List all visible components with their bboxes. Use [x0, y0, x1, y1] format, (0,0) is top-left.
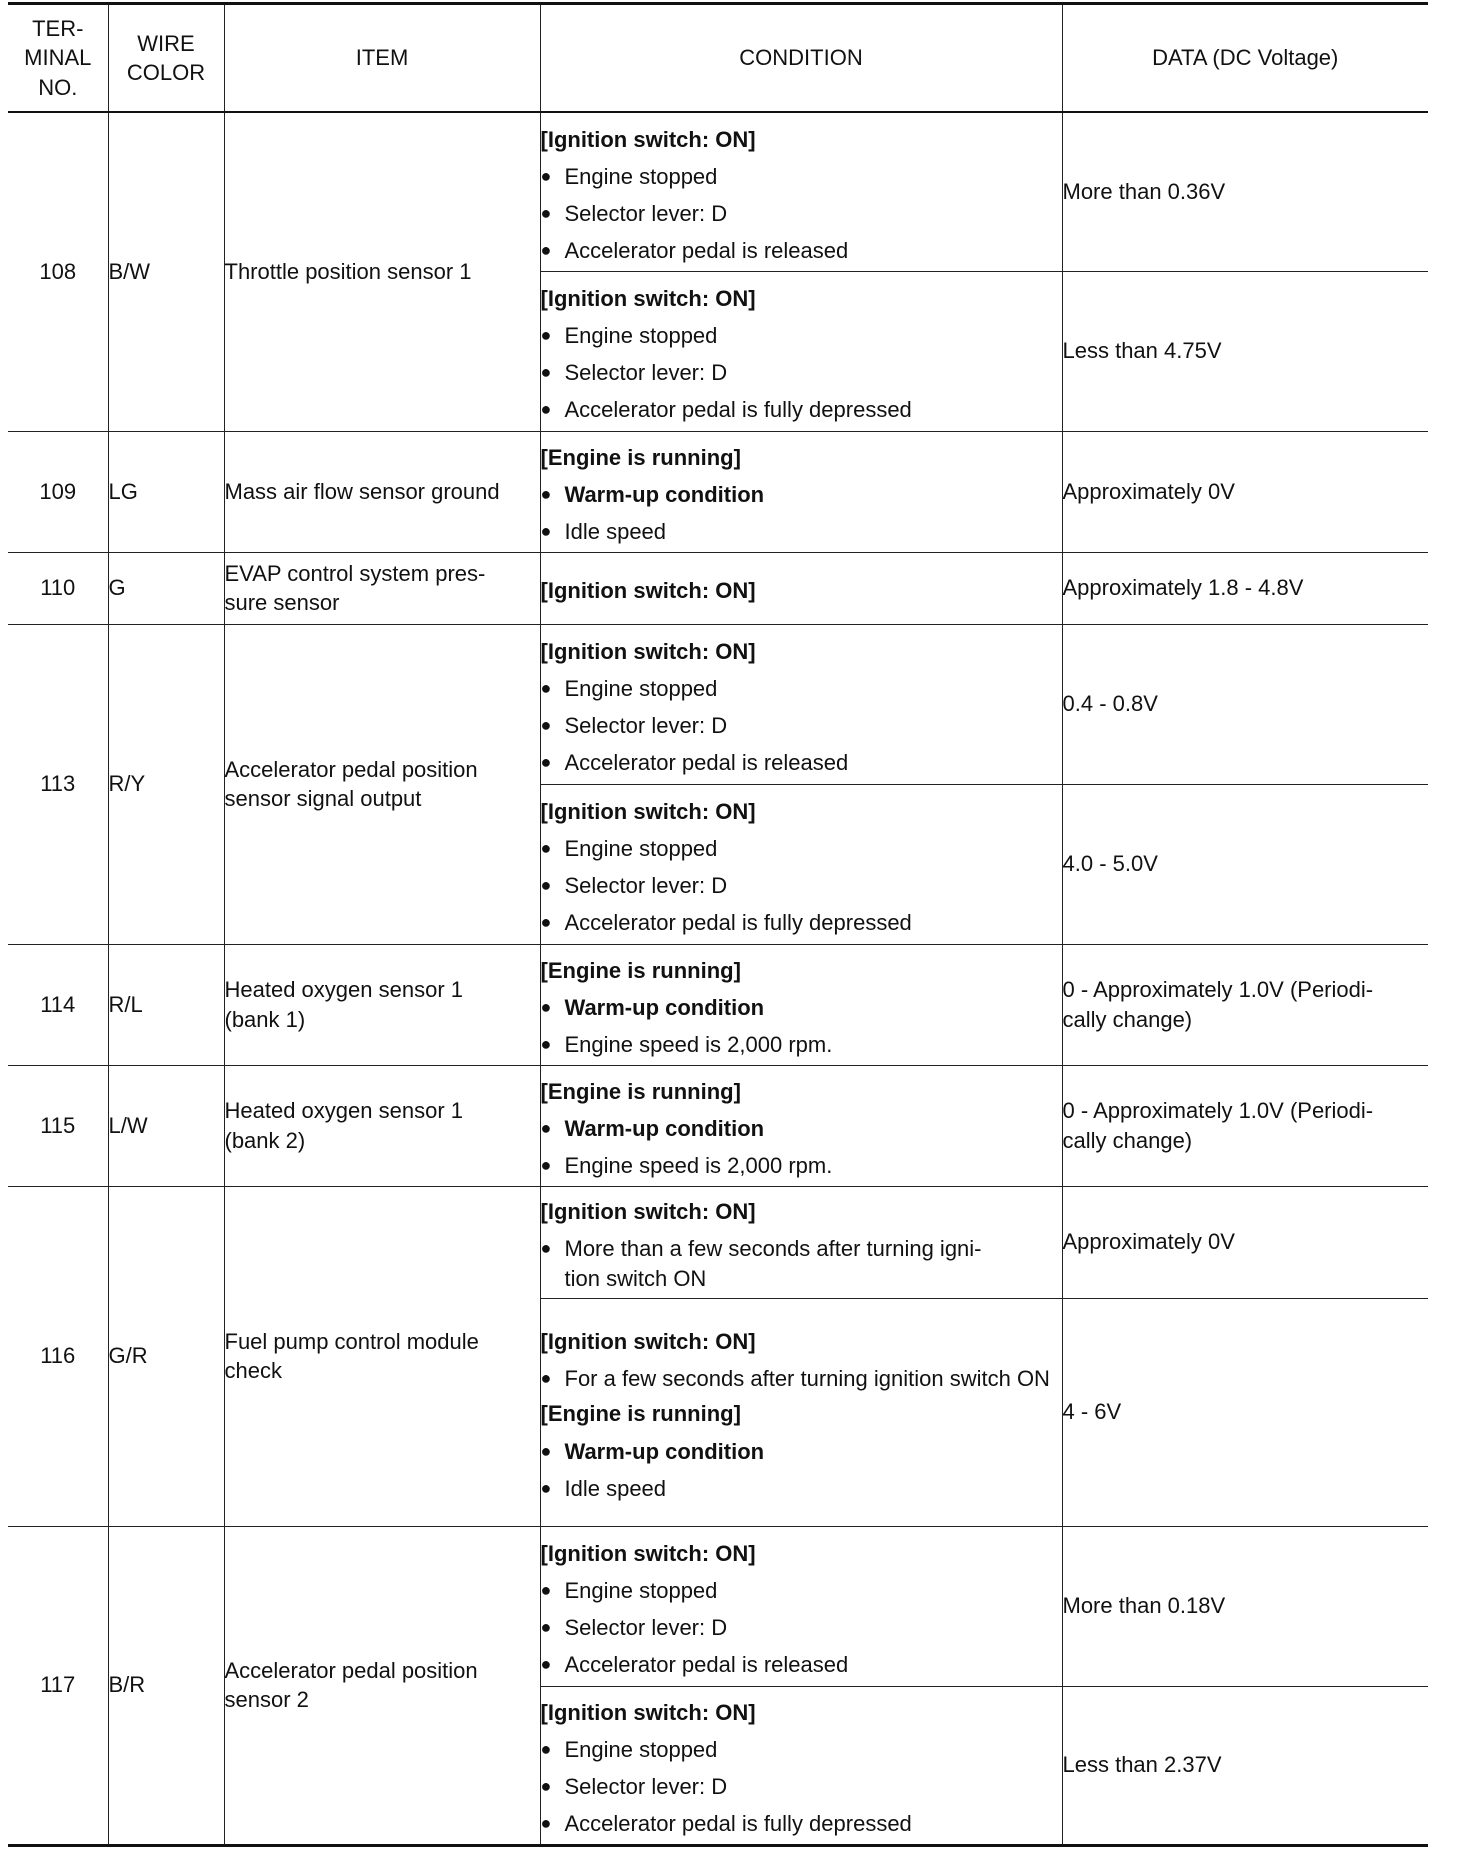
bullet-icon: ● [540, 1738, 552, 1759]
condition-bullet-item [541, 1234, 1062, 1292]
header-row [8, 4, 1428, 113]
terminal-cell [8, 552, 108, 624]
voltage-data-cell [1062, 552, 1428, 624]
condition-text: Selector lever: D [564, 200, 728, 226]
bullet-icon: ● [540, 837, 552, 858]
bullet-icon: ● [540, 1034, 552, 1055]
voltage-data-text: More than 0.18V [1062, 1593, 1226, 1619]
condition-text: Selector lever: D [564, 713, 728, 738]
condition-heading: [Ignition switch: ON] [540, 1329, 756, 1355]
voltage-data-cell [1062, 624, 1428, 784]
condition-text: Idle speed [564, 1475, 667, 1501]
voltage-data-cell [1062, 1526, 1428, 1686]
wire-color-cell-text: G [108, 575, 126, 601]
wire-color-cell [108, 552, 224, 624]
voltage-data-text: 0 - Approximately 1.0V (Periodi- cally change) [1062, 977, 1374, 1032]
condition-bullet-item [541, 1650, 1062, 1679]
bullet-icon: ● [540, 1579, 552, 1600]
table-row [8, 624, 1428, 784]
terminal-cell [8, 1186, 108, 1526]
terminal-data-table [8, 2, 1428, 1847]
condition-bullet-item [541, 1576, 1062, 1605]
condition-text: Engine speed is 2,000 rpm. [564, 1153, 833, 1179]
bullet-icon: ● [540, 1654, 552, 1675]
condition-heading: [Ignition switch: ON] [540, 638, 756, 664]
wire-color-cell-text: R/Y [108, 771, 146, 797]
header-wire-color [108, 4, 224, 113]
item-cell [224, 431, 540, 552]
condition-bullet-item [541, 748, 1062, 777]
terminal-cell [8, 944, 108, 1065]
voltage-data-text: Approximately 0V [1062, 1229, 1235, 1255]
condition-cell [540, 431, 1062, 552]
header-condition-label: CONDITION [739, 45, 863, 71]
voltage-data-text: 0 - Approximately 1.0V (Periodi- cally change) [1062, 1098, 1374, 1153]
table-row [8, 552, 1428, 624]
voltage-data-cell [1062, 431, 1428, 552]
table-row [8, 1526, 1428, 1686]
condition-bullet-item [541, 358, 1062, 387]
condition-text: Accelerator pedal is released [564, 750, 849, 776]
condition-heading: [Ignition switch: ON] [540, 1699, 756, 1725]
condition-bullet-item [541, 1613, 1062, 1642]
voltage-data-text: More than 0.36V [1062, 179, 1226, 205]
condition-text: Selector lever: D [564, 360, 728, 385]
terminal-cell-text: 114 [40, 991, 76, 1017]
wire-color-cell-text: B/R [108, 1672, 146, 1698]
terminal-cell [8, 624, 108, 944]
terminal-cell-text: 109 [39, 478, 77, 504]
bullet-icon: ● [540, 202, 552, 223]
condition-text: Warm-up condition [564, 1115, 765, 1141]
condition-text: Accelerator pedal is fully depressed [564, 910, 912, 936]
condition-heading: [Ignition switch: ON] [540, 1540, 756, 1566]
condition-bullet-item [541, 395, 1062, 424]
condition-bullet-item [541, 908, 1062, 937]
condition-bullet-item [541, 236, 1062, 265]
condition-text: Engine stopped [564, 1577, 718, 1603]
header-item-label: ITEM [355, 45, 409, 71]
condition-bullet-item [541, 1772, 1062, 1801]
item-cell-text: Accelerator pedal position sensor signal output [224, 756, 478, 811]
wire-color-cell-text: LG [108, 478, 138, 504]
condition-text: Accelerator pedal is released [564, 1652, 849, 1678]
voltage-data-cell [1062, 271, 1428, 431]
wire-color-cell [108, 1526, 224, 1845]
condition-bullet-item [541, 162, 1062, 191]
condition-heading: [Engine is running] [540, 1401, 741, 1427]
condition-bullet-item [541, 993, 1062, 1022]
terminal-cell [8, 112, 108, 431]
voltage-data-cell [1062, 1186, 1428, 1298]
condition-text: Engine stopped [564, 1736, 718, 1762]
wire-color-cell [108, 112, 224, 431]
wire-color-cell [108, 1065, 224, 1186]
condition-text: For a few seconds after turning ignition switch ON [564, 1366, 1050, 1392]
item-cell-text: EVAP control system pres- sure sensor [224, 560, 486, 615]
header-condition [540, 4, 1062, 113]
bullet-icon: ● [540, 1813, 552, 1834]
bullet-icon: ● [540, 521, 552, 542]
condition-cell [540, 1686, 1062, 1845]
voltage-data-cell [1062, 944, 1428, 1065]
condition-text: Warm-up condition [564, 481, 765, 507]
terminal-cell-text: 117 [40, 1672, 76, 1698]
condition-heading: [Ignition switch: ON] [540, 798, 756, 824]
item-cell [224, 552, 540, 624]
wire-color-cell-text: B/W [108, 259, 151, 285]
terminal-cell-text: 110 [40, 575, 76, 601]
condition-text: Engine stopped [564, 322, 718, 348]
condition-cell [540, 1526, 1062, 1686]
condition-heading: [Engine is running] [540, 957, 741, 983]
condition-bullet-item [541, 1437, 1062, 1466]
condition-heading: [Engine is running] [540, 1078, 741, 1104]
header-data [1062, 4, 1428, 113]
voltage-data-text: Less than 2.37V [1062, 1752, 1222, 1778]
condition-heading: [Ignition switch: ON] [540, 578, 756, 604]
bullet-icon: ● [540, 715, 552, 735]
condition-cell [540, 944, 1062, 1065]
item-cell-text: Heated oxygen sensor 1 (bank 2) [224, 1098, 463, 1153]
wire-color-cell [108, 944, 224, 1065]
header-data-label: DATA (DC Voltage) [1152, 45, 1339, 71]
condition-cell [540, 784, 1062, 944]
bullet-icon: ● [540, 165, 552, 186]
wire-color-cell [108, 431, 224, 552]
condition-text: More than a few seconds after turning igni- tion switch ON [564, 1236, 982, 1291]
condition-bullet-item [541, 321, 1062, 350]
condition-bullet-item [541, 1735, 1062, 1764]
item-cell [224, 1065, 540, 1186]
header-wire-color-label: WIRE COLOR [126, 30, 206, 85]
terminal-cell [8, 1526, 108, 1845]
bullet-icon: ● [540, 1238, 552, 1259]
condition-heading: [Ignition switch: ON] [540, 1199, 756, 1225]
table-row [8, 1186, 1428, 1298]
item-cell [224, 112, 540, 431]
bullet-icon: ● [540, 399, 552, 420]
item-cell-text: Heated oxygen sensor 1 (bank 1) [224, 977, 463, 1032]
voltage-data-text: 4 - 6V [1062, 1399, 1122, 1425]
condition-cell [540, 552, 1062, 624]
condition-cell [540, 1298, 1062, 1526]
condition-heading: [Ignition switch: ON] [540, 285, 756, 311]
bullet-icon: ● [540, 483, 552, 504]
wire-color-cell [108, 1186, 224, 1526]
header-item [224, 4, 540, 113]
wire-color-cell [108, 624, 224, 944]
condition-bullet-item [541, 1364, 1062, 1393]
condition-cell [540, 624, 1062, 784]
condition-text: Engine stopped [564, 163, 718, 189]
condition-cell [540, 1065, 1062, 1186]
condition-text: Accelerator pedal is released [564, 237, 849, 263]
voltage-data-text: 4.0 - 5.0V [1062, 851, 1158, 877]
bullet-icon: ● [540, 996, 552, 1017]
terminal-cell [8, 431, 108, 552]
bullet-icon: ● [540, 1617, 552, 1637]
condition-heading: [Engine is running] [540, 444, 741, 470]
bullet-icon: ● [540, 324, 552, 345]
voltage-data-text: 0.4 - 0.8V [1062, 691, 1158, 717]
table-body [8, 112, 1428, 1845]
item-cell [224, 1526, 540, 1845]
condition-heading: [Ignition switch: ON] [540, 126, 756, 152]
bullet-icon: ● [540, 239, 552, 260]
voltage-data-cell [1062, 1686, 1428, 1845]
condition-text: Selector lever: D [564, 1774, 728, 1799]
voltage-data-cell [1062, 1065, 1428, 1186]
condition-bullet-item [541, 480, 1062, 509]
condition-text: Engine stopped [564, 675, 718, 701]
item-cell [224, 944, 540, 1065]
voltage-data-cell [1062, 1298, 1428, 1526]
table-row [8, 944, 1428, 1065]
condition-cell [540, 271, 1062, 431]
condition-bullet-item [541, 1114, 1062, 1143]
voltage-data-text: Approximately 1.8 - 4.8V [1062, 575, 1304, 601]
bullet-icon: ● [540, 677, 552, 698]
item-cell-text: Fuel pump control module check [224, 1328, 479, 1383]
bullet-icon: ● [540, 1776, 552, 1796]
condition-bullet-item [541, 1809, 1062, 1838]
condition-bullet-item [541, 871, 1062, 900]
condition-cell [540, 1186, 1062, 1298]
header-terminal [8, 4, 108, 113]
condition-bullet-item [541, 834, 1062, 863]
bullet-icon: ● [540, 1368, 552, 1389]
item-cell-text: Mass air flow sensor ground [224, 478, 500, 504]
table-row [8, 1065, 1428, 1186]
condition-cell [540, 112, 1062, 271]
bullet-icon: ● [540, 1117, 552, 1138]
wire-color-cell-text: G/R [108, 1343, 148, 1369]
item-cell-text: Accelerator pedal position sensor 2 [224, 1657, 478, 1712]
bullet-icon: ● [540, 1477, 552, 1498]
condition-text: Warm-up condition [564, 1438, 765, 1464]
bullet-icon: ● [540, 1440, 552, 1461]
condition-text: Selector lever: D [564, 1615, 728, 1640]
voltage-data-cell [1062, 784, 1428, 944]
item-cell [224, 624, 540, 944]
item-cell-text: Throttle position sensor 1 [224, 259, 472, 285]
terminal-cell-text: 116 [40, 1343, 76, 1369]
wire-color-cell-text: R/L [108, 991, 143, 1017]
terminal-cell-text: 115 [40, 1112, 76, 1138]
condition-bullet-item [541, 711, 1062, 740]
condition-text: Idle speed [564, 519, 667, 545]
terminal-cell-text: 108 [39, 259, 77, 285]
wire-color-cell-text: L/W [108, 1112, 148, 1138]
table-row [8, 431, 1428, 552]
condition-bullet-item [541, 674, 1062, 703]
condition-text: Engine stopped [564, 835, 718, 861]
condition-bullet-item [541, 1030, 1062, 1059]
bullet-icon: ● [540, 362, 552, 382]
condition-text: Accelerator pedal is fully depressed [564, 1811, 912, 1837]
voltage-data-cell [1062, 112, 1428, 271]
table-row [8, 112, 1428, 271]
condition-text: Selector lever: D [564, 873, 728, 898]
bullet-icon: ● [540, 1155, 552, 1176]
condition-bullet-item [541, 517, 1062, 546]
bullet-icon: ● [540, 912, 552, 933]
condition-bullet-item [541, 199, 1062, 228]
voltage-data-text: Approximately 0V [1062, 478, 1235, 504]
terminal-cell [8, 1065, 108, 1186]
bullet-icon: ● [540, 752, 552, 773]
bullet-icon: ● [540, 875, 552, 895]
item-cell [224, 1186, 540, 1526]
voltage-data-text: Less than 4.75V [1062, 338, 1222, 364]
condition-text: Warm-up condition [564, 994, 765, 1020]
terminal-cell-text: 113 [40, 771, 76, 797]
header-terminal-label: TER- MINAL NO. [24, 16, 92, 100]
condition-text: Accelerator pedal is fully depressed [564, 397, 912, 423]
condition-text: Engine speed is 2,000 rpm. [564, 1032, 833, 1058]
condition-bullet-item [541, 1474, 1062, 1503]
condition-bullet-item [541, 1151, 1062, 1180]
